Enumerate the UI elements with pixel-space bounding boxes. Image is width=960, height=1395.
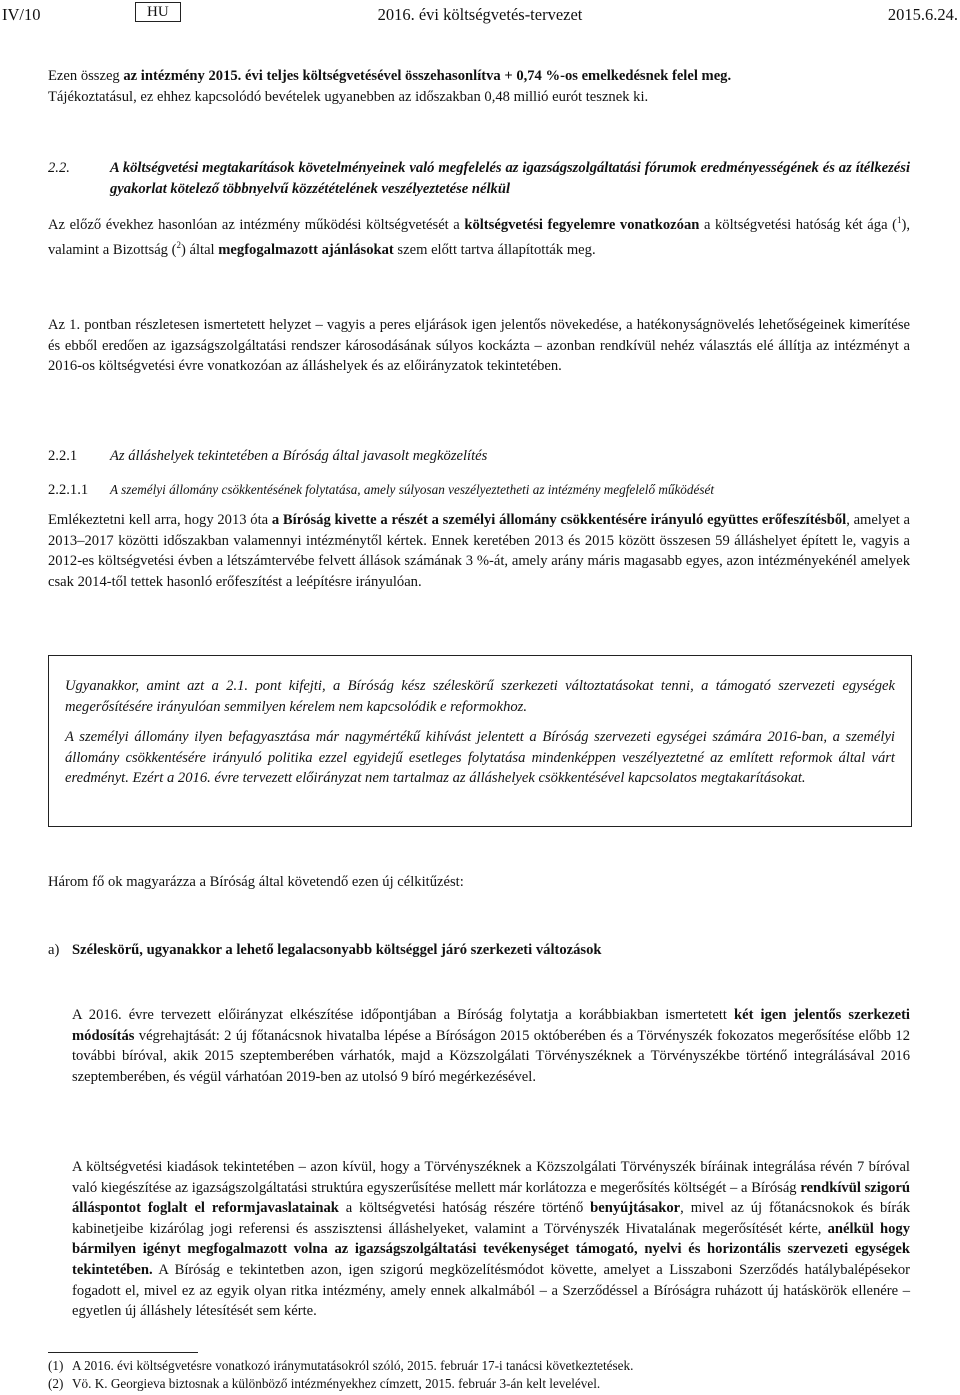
section-2-2-paragraph-1: Az előző évekhez hasonlóan az intézmény működési költségvetését a költségvetési fegyelemre vonatkozóan a költségvetési hatóság két ága ($^1$), valamint a Bizottság ($^2$) által megfogalmazott ajánlásokat szem előtt tartva állapították meg.: [48, 215, 910, 259]
intro-paragraph: Ezen összeg az intézmény 2015. évi teljes költségvetésével összehasonlítva + 0,74 %-os emelkedésnek felel meg. Tájékoztatásul, ez ehhez kapcsolódó bevételek ugyanebben az időszakban 0,48 millió eurót tesznek ki.: [48, 68, 732, 105]
footnote-ref-2[interactable]: 2: [176, 240, 181, 251]
footnote-1: (1) A 2016. évi költségvetésre vonatkozó iránymutatásokról szóló, 2015. február 17-i tanácsi következtetések.: [48, 1358, 634, 1373]
reasons-intro: Három fő ok magyarázza a Bíróság által követendő ezen új célkitűzést:: [48, 874, 464, 890]
section-number: 2.2.: [48, 160, 70, 176]
section-title: A személyi állomány csökkentésének folytatása, amely súlyosan veszélyeztetheti az intézmény megfelelő működését: [110, 482, 714, 497]
box-paragraph-1: Ugyanakkor, amint azt a 2.1. pont kifejti, a Bíróság kész széleskörű szerkezeti változtatásokat tenni, a támogató szervezeti egységek megerősítésére irányulóan semmilyen kérelem nem kapcsolódik e reformokhoz.: [65, 678, 895, 715]
box-paragraph-2: A személyi állomány ilyen befagyasztása már nagymértékű kihívást jelentett a Bíróság szervezeti egységei számára 2016-ban, a személyi állomány csökkentésére irányuló politika ezzel egyidejű esetleges folytatása mindenképpen veszélyeztetné az említett reformok által várt eredményt. Ezért a 2016. évre tervezett előirányzat nem tartalmaz az álláshelyek csökkentésével kapcsolatos megtakarításokat.: [65, 729, 895, 787]
section-2-2-paragraph-2: Az 1. pontban részletesen ismertetett helyzet – vagyis a peres eljárások igen jelentős növekedése, a hatékonyságnövelés lehetőségeinek kimerítése és ebből eredően az igazságszolgáltatási rendszer károsodásának súlyos kockázta – azonban rendkívül nehéz választás elé állítja az intézményt a 2016-os költségvetési évre vonatkozóan az álláshelyek és az előirányzatok tekintetében.: [48, 317, 910, 375]
item-a-paragraph-2: A költségvetési kiadások tekintetében – azon kívül, hogy a Törvényszéknek a Közszolgálati Törvényszék bíráinak integrálása révén 7 bíróval való kiegészítése az igazságszolgáltatási struktúra egyszerűsítése mellett már korlátozza e megerősítés költségét – a Bíróság rendkívül szigorú álláspontot foglalt el reformjavaslatainak a költségvetési hatóság részére történő benyújtásakor, mivel az új főtanácsnokok és bírák kabinetjeibe kizárólag jogi referensi és asszisztensi álláshelyeket, valamint a Törvényszék Hivatalának megerősítését kérte, anélkül hogy bármilyen igényt megfogalmazott volna az igazságszolgáltatási tevékenységet támogató, nyelvi és horizontális szervezeti egységek tekintetében. A Bíróság e tekintetben azon, igen szigorú megközelítésmódot követte, amelyet a Lisszaboni Szerződés hatálybalépésekor fogadott el, mivel ez az egyik olyan ritka intézmény, amely ennek alkalmából – a Szerződéssel a Bíróságra ruházott új hatáskörök ellenére – egyetlen új álláshely létesítését sem kérte.: [72, 1159, 911, 1320]
footnote-rule: [48, 1352, 198, 1353]
header-page-ref: IV/10: [2, 5, 41, 24]
item-a-paragraph-1: A 2016. évre tervezett előirányzat elkészítése időpontjában a Bíróság folytatja a korábbiakban ismertetett két igen jelentős szerkezeti módosítás végrehajtását: 2 új főtanácsnok hivatalba lépése a Bíróságon 2015 októberében és a Törvényszék fokozatos megerősítése előbb 12 további bíróval, akik 2015 szeptemberében várhatók, majd a Közszolgálati Törvényszéknek a Törvényszékbe történő integrálásával 2016 szeptemberében, és végül várhatóan 2019-ben az utolsó 9 bíró megérkezésével.: [72, 1007, 910, 1085]
footnote-2: (2) Vö. K. Georgieva biztosnak a különböző intézményekhez címzett, 2015. február 3-án kelt levelével.: [48, 1376, 601, 1391]
section-number: 2.2.1: [48, 448, 78, 464]
footnote-ref-1[interactable]: 1: [896, 215, 902, 225]
item-title: Széleskörű, ugyanakkor a lehető legalacsonyabb költséggel járó szerkezeti változások: [72, 942, 602, 958]
section-2-2-1-heading: [48, 446, 910, 467]
section-2-2-1-1-paragraph: Emlékeztetni kell arra, hogy 2013 óta a Bíróság kivette a részét a személyi állomány csökkentésére irányuló együttes erőfeszítésből, amelyet a 2013–2017 közötti időszakban valamennyi intézménytől kértek. Ennek keretében 2013 és 2015 között összesen 59 álláshelyet épített le, vagyis a 2012-es költségvetési évben a létszámtervébe felvett állások számának 3 %-át, amely arány máris magasabb egyes, azon intézményekénél amelyek csak 2014-től tettek hasonló erőfeszítést a leépítésre irányulóan.: [48, 512, 910, 590]
section-title: Az álláshelyek tekintetében a Bíróság által javasolt megközelítés: [110, 448, 488, 464]
item-a-heading: [48, 940, 910, 961]
section-title: A költségvetési megtakarítások követelményeinek való megfelelés az igazságszolgáltatási fórumok eredményességének és az ítélkezési gyakorlat kötelező többnyelvű közzétételének veszélyeztetése nélkül: [110, 160, 910, 197]
language-badge: HU: [135, 2, 181, 22]
section-number: 2.2.1.1: [48, 482, 89, 498]
header-date: 2015.6.24.: [887, 5, 958, 24]
section-2-2-1-1-heading: [48, 480, 910, 501]
boxed-note: [48, 655, 912, 827]
item-label: a): [48, 942, 60, 958]
header-title: 2016. évi költségvetés-tervezet: [377, 5, 583, 24]
page-header: [0, 4, 960, 26]
section-2-2-heading: [48, 158, 910, 199]
footnotes: [48, 1357, 918, 1393]
